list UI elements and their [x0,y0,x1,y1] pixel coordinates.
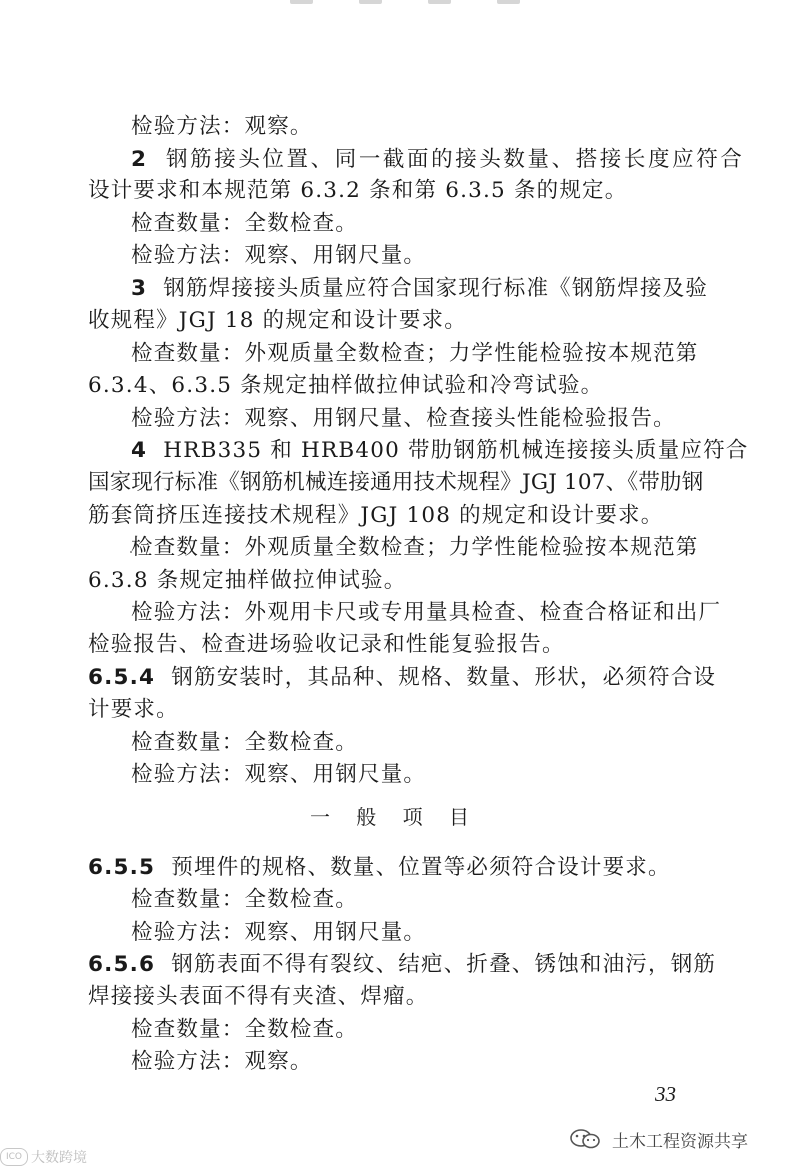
section-text: 钢筋表面不得有裂纹、结疤、折叠、锈蚀和油污，钢筋 [171,952,717,977]
section-text: 钢筋安装时，其品种、规格、数量、形状，必须符合设 [171,665,717,690]
section-text: 预埋件的规格、数量、位置等必须符合设计要求。 [171,855,671,880]
text-line: 6.3.4、6.3.5 条规定抽样做拉伸试验和冷弯试验。 [88,373,604,398]
wechat-icon [566,1127,606,1151]
clause-line [131,278,708,300]
clause-number: 2 [131,147,148,172]
text-line: 检验方法：观察、用钢尺量。 [131,243,427,268]
page-number: 33 [655,1082,676,1106]
text-line: 检查数量：全数检查。 [131,730,359,755]
text-line: 检验方法：观察、用钢尺量。 [131,920,427,945]
section-heading: 一 般 项 目 [309,805,480,829]
section-line [88,857,671,879]
text-line: 计要求。 [88,697,179,722]
clause-text: 钢筋接头位置、同一截面的接头数量、搭接长度应符合 [166,147,743,172]
text-line: 收规程》JGJ 18 的规定和设计要求。 [88,308,467,333]
text-line: 检验方法：外观用卡尺或专用量具检查、检查合格证和出厂 [131,600,722,625]
clause-line [131,440,749,462]
clause-text: HRB335 和 HRB400 带肋钢筋机械连接接头质量应符合 [163,438,749,463]
text-line: 检查数量：外观质量全数检查；力学性能检验按本规范第 [131,341,699,366]
text-line: 检验方法：观察。 [131,114,313,139]
text-line: 设计要求和本规范第 6.3.2 条和第 6.3.5 条的规定。 [88,178,628,203]
section-line [88,954,716,976]
section-number: 6.5.4 [88,665,156,690]
section-line [88,667,716,689]
text-line: 检验方法：观察。 [131,1049,313,1074]
watermark-logo-icon: ICO [0,1148,28,1166]
cropped-top-text [290,0,520,6]
section-number: 6.5.5 [88,855,156,880]
text-line: 检验报告、检查进场验收记录和性能复验报告。 [88,632,565,657]
text-line: 筋套筒挤压连接技术规程》JGJ 108 的规定和设计要求。 [88,503,664,528]
text-line: 国家现行标准《钢筋机械连接通用技术规程》JGJ 107、《带肋钢 [88,470,704,495]
watermark-text: 大数跨境 [31,1150,87,1166]
watermark-channel [566,1126,748,1152]
text-line: 检查数量：全数检查。 [131,887,359,912]
text-line: 检查数量：外观质量全数检查；力学性能检验按本规范第 [131,535,699,560]
clause-number: 4 [131,438,148,463]
text-line: 检查数量：全数检查。 [131,1017,359,1042]
clause-line [131,149,743,171]
clause-number: 3 [131,276,148,301]
watermark-text: 土木工程资源共享 [612,1131,748,1152]
watermark-corner [0,1146,130,1168]
text-line: 6.3.8 条规定抽样做拉伸试验。 [88,568,407,593]
clause-text: 钢筋焊接接头质量应符合国家现行标准《钢筋焊接及验 [163,276,709,301]
text-line: 检验方法：观察、用钢尺量、检查接头性能检验报告。 [131,406,676,431]
section-number: 6.5.6 [88,952,156,977]
text-line: 焊接接头表面不得有夹渣、焊瘤。 [88,984,429,1009]
text-line: 检查数量：全数检查。 [131,211,359,236]
text-line: 检验方法：观察、用钢尺量。 [131,762,427,787]
